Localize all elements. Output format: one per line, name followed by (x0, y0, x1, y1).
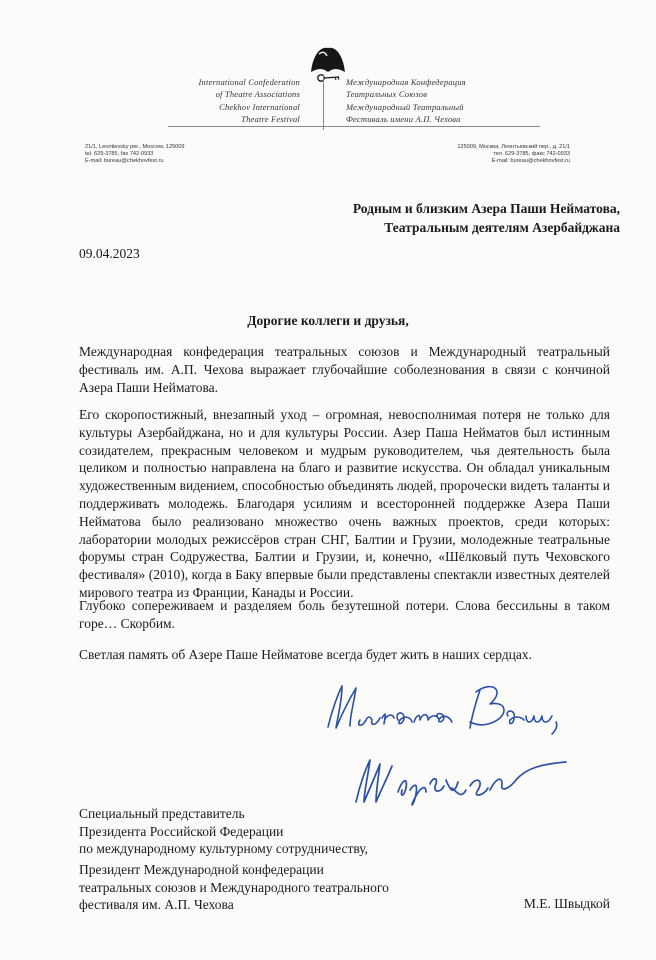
address-ru-line: тел. 629-3785, факс 742-0933 (493, 151, 570, 158)
letterhead-ru-line: Фестиваль имени А.П. Чехова (346, 114, 461, 125)
letterhead-ru-line: Международный Театральный (346, 101, 464, 112)
address-en (85, 144, 235, 166)
letterhead-en-line: International Confederation (198, 77, 300, 87)
letter-date: 09.04.2023 (79, 246, 140, 261)
letterhead-en (150, 76, 300, 126)
address-ru (420, 144, 570, 166)
recipient-block (300, 199, 620, 237)
signer-name: М.Е. Швыдкой (523, 896, 610, 911)
letterhead-rule (168, 126, 540, 127)
address-ru-line: 125009, Москва, Леонтьевский пер., д. 21/1 (457, 144, 570, 150)
signer-title-2 (79, 861, 389, 914)
signer-title-line: Президента Российской Федерации (79, 823, 284, 839)
letterhead-en-line: Chekhov International (219, 101, 300, 112)
signer-title-line: Специальный представитель (79, 806, 245, 821)
signer-title-line: Президент Международной конфедерации (79, 862, 324, 877)
body-paragraph: Светлая память об Азере Паше Нейматове всегда будет жить в наших сердцах. (79, 647, 533, 662)
theatre-emblem-icon (305, 42, 351, 92)
recipient-line: Театральным деятелям Азербайджана (384, 220, 620, 235)
body-paragraph: Его скоропостижный, внезапный уход – огромная, невосполнимая потеря не только для культуры Азербайджана, но и для культуры России. Азер Паша Нейматов был истинным созидателем, прекрасным человеком и мудрым руководителем, чья деятельность была целиком и полностью направлена на благо и развитие искусства. Он обладал уникальным художественным видением, способностью объединять людей, пророчески видеть таланты и поддерживать молодежь. Благодаря усилиям и всесторонней поддержке Азера Паши Нейматова было реализовано множество очень важных проектов, среди которых: лаборатории молодых режиссёров стран СНГ, Балтии и Грузии, молодежные театральные форумы стран Содружества, Балтии и Грузии, и, конечно, «Шёлковый путь Чеховского фестиваля» (2010), когда в Баку впервые были представлены спектакли известных деятелей мирового театра из Франции, Канады и России. (79, 407, 610, 600)
letterhead-ru-line: Театральных Союзов (346, 89, 428, 100)
body-paragraph: Международная конфедерация театральных союзов и Международный театральный фестиваль им. А.П. Чехова выражает глубочайшие соболезнования в связи с кончиной Азера Паши Нейматова. (79, 344, 610, 395)
signer-title-line: театральных союзов и Международного театрального (79, 879, 389, 895)
recipient-line: Родным и близким Азера Паши Нейматова, (352, 201, 620, 216)
signer-title-line: по международному культурному сотрудничеству, (79, 841, 369, 857)
letterhead-divider (323, 74, 324, 130)
handwritten-signature (320, 672, 590, 822)
body-paragraph: Глубоко сопереживаем и разделяем боль безутешной потери. Слова бессильны в таком горе… Скорбим. (79, 598, 610, 631)
letterhead-ru (346, 76, 536, 126)
address-en-line: 21/1, Leontievsky per., Moscow, 125009 (85, 144, 185, 150)
signer-title (79, 805, 368, 858)
address-en-line: E-mail: bureau@chekhovfest.ru (85, 158, 164, 165)
address-en-line: tel. 629-3785, fax 742-0933 (85, 151, 154, 158)
address-ru-line: E-mail: bureau@chekhovfest.ru (491, 158, 570, 165)
signer-title-line: фестиваля им. А.П. Чехова (79, 897, 234, 913)
letterhead-ru-line: Международная Конфедерация (346, 77, 466, 87)
letterhead-en-line: of Theatre Associations (215, 89, 300, 100)
greeting: Дорогие коллеги и друзья, (247, 313, 409, 328)
letterhead-en-line: Theatre Festival (241, 114, 300, 125)
